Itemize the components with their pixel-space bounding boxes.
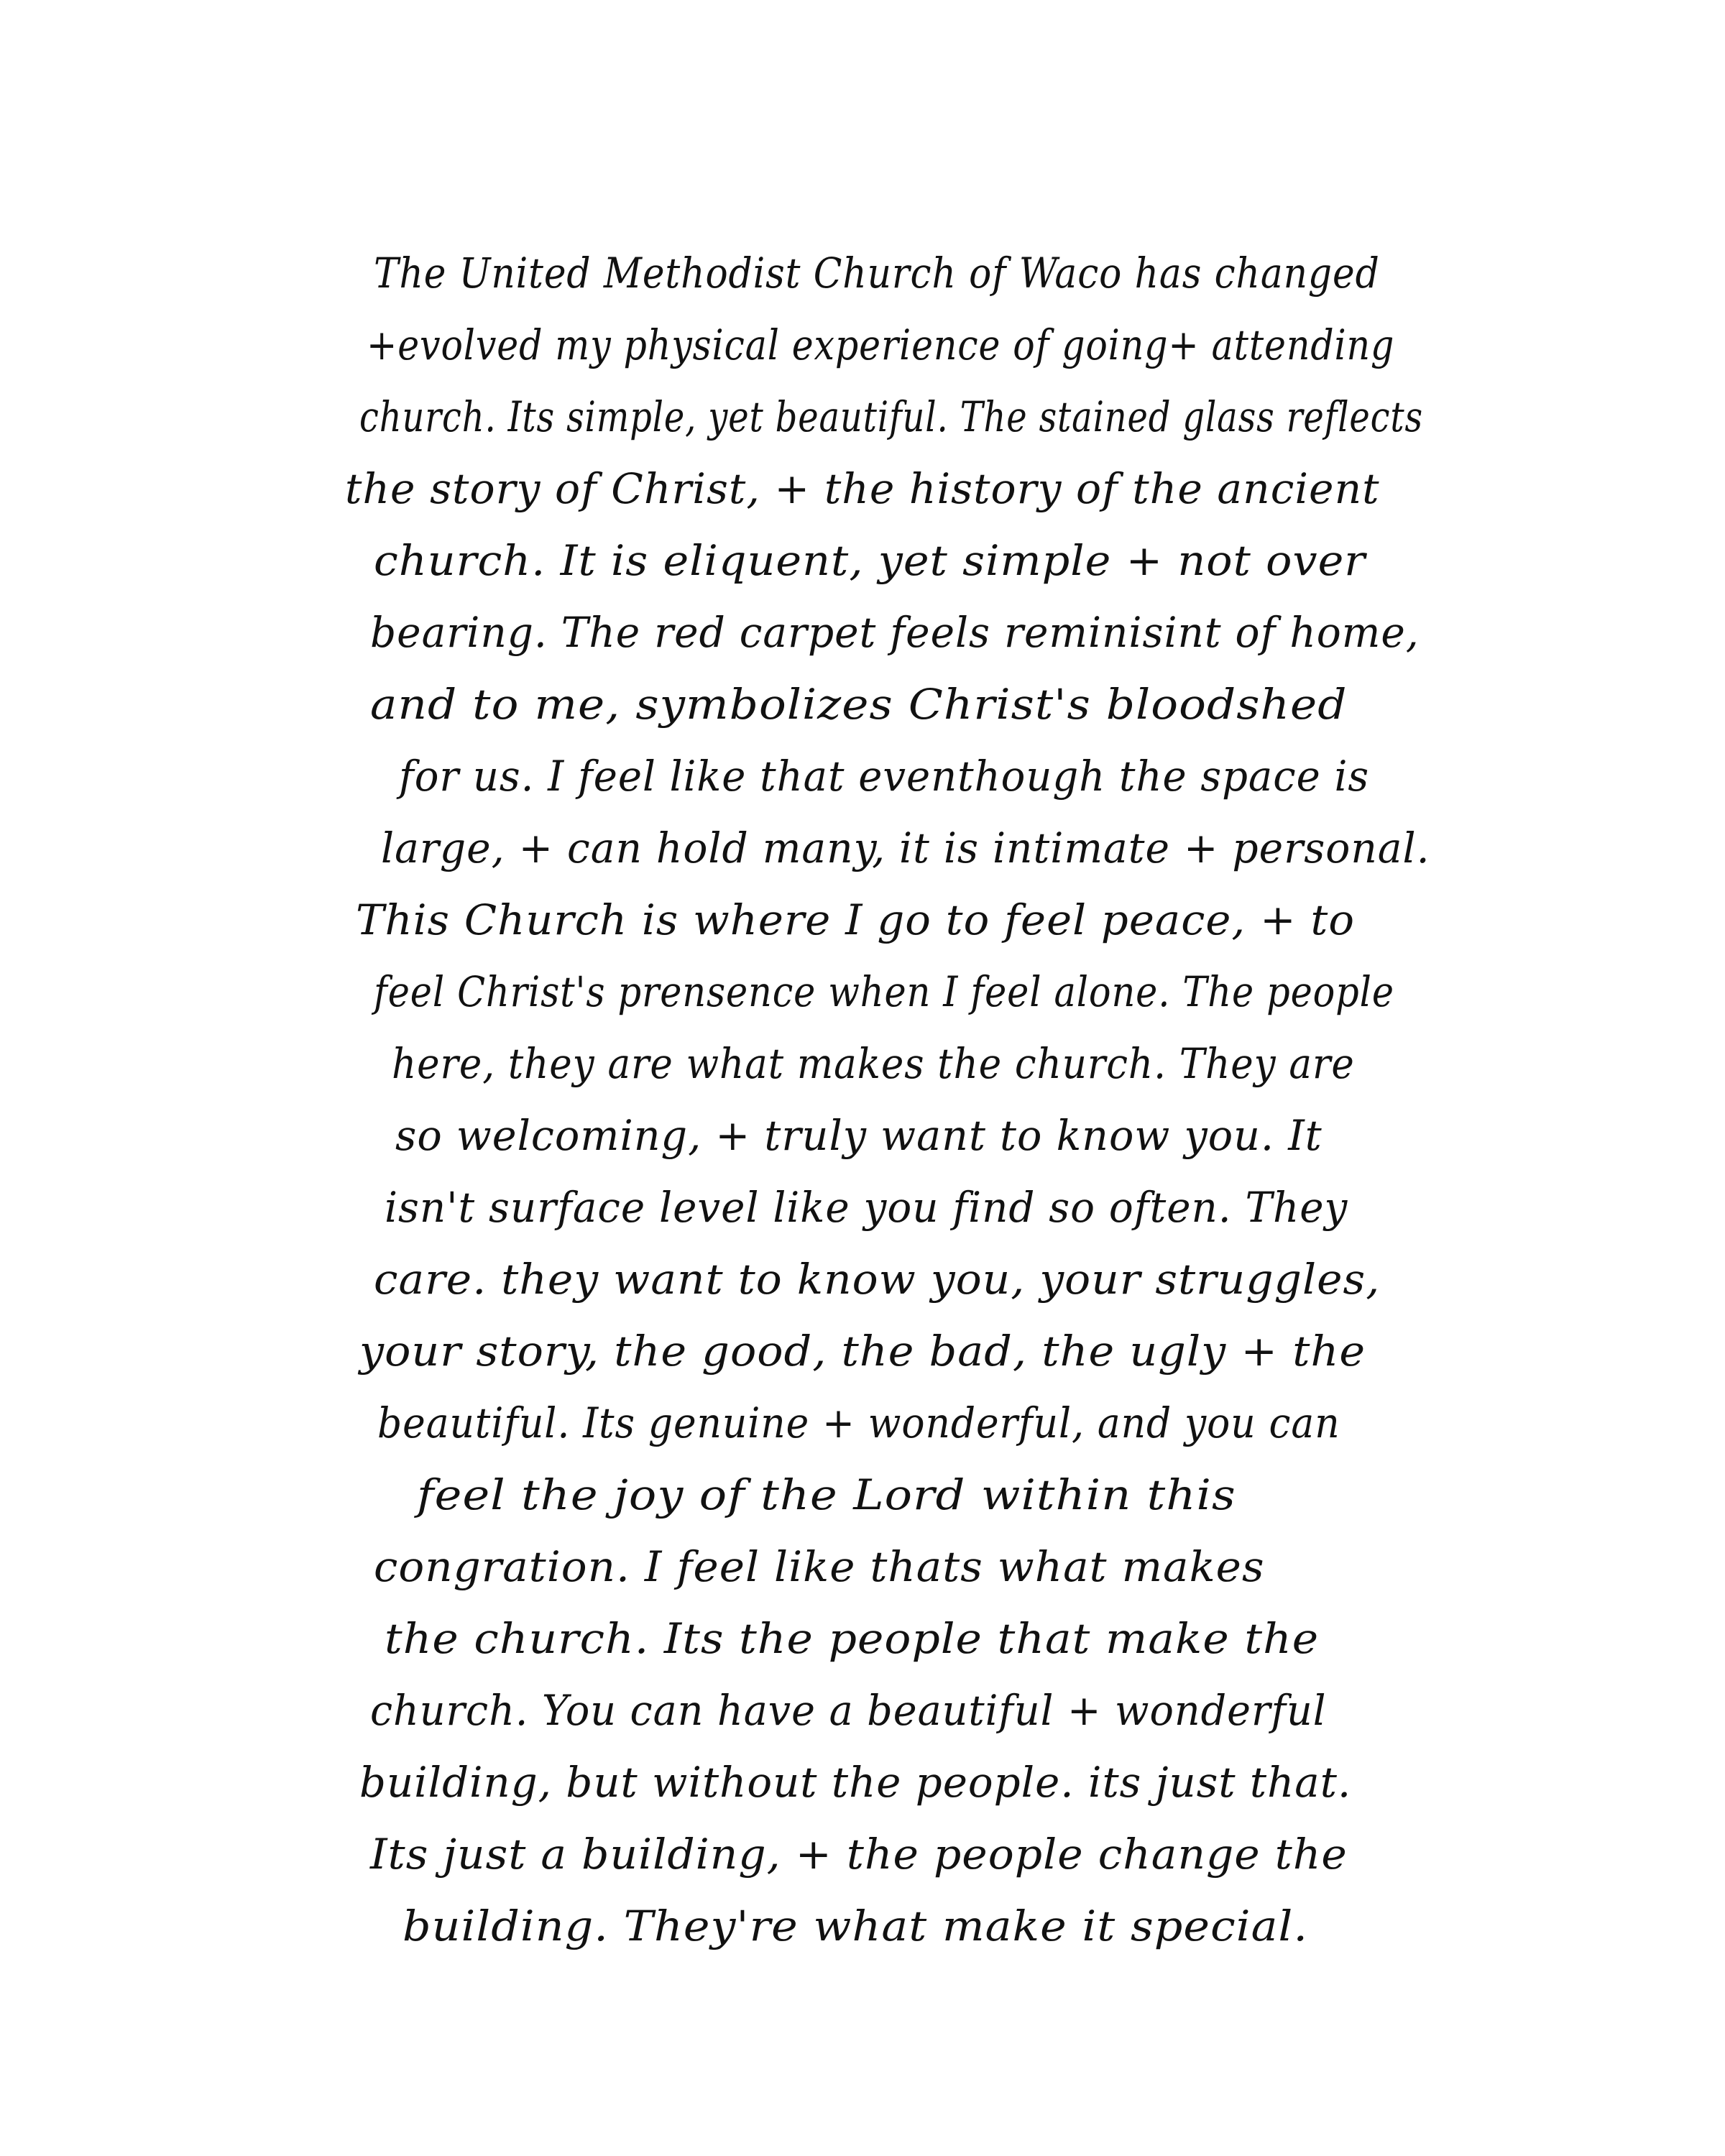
text-line: Its just a building, + the people change the xyxy=(370,1830,1348,1879)
text-line: the church. Its the people that make the xyxy=(385,1614,1320,1663)
text-line: here, they are what makes the church. They are xyxy=(392,1039,1355,1088)
text-line: church. Its simple, yet beautiful. The stained glass reflects xyxy=(359,392,1423,441)
text-line: This Church is where I go to feel peace, + to xyxy=(356,895,1356,944)
text-line: +evolved my physical experience of going+ attending xyxy=(367,321,1395,369)
text-line: the story of Christ, + the history of the ancient xyxy=(345,464,1380,513)
text-line: The United Methodist Church of Waco has changed xyxy=(374,249,1380,298)
text-line: congration. I feel like thats what makes xyxy=(374,1542,1265,1591)
text-line: building. They're what make it special. xyxy=(402,1902,1309,1950)
text-line: for us. I feel like that eventhough the space is xyxy=(399,752,1370,801)
text-line: church. You can have a beautiful + wonderful xyxy=(370,1686,1327,1735)
text-line: feel the joy of the Lord within this xyxy=(417,1470,1236,1519)
text-line: bearing. The red carpet feels reminisint of home, xyxy=(370,608,1420,657)
text-line: your story, the good, the bad, the ugly + the xyxy=(359,1327,1366,1376)
text-line: isn't surface level like you find so often. They xyxy=(385,1183,1348,1232)
text-line: large, + can hold many, it is intimate + personal. xyxy=(381,824,1430,872)
text-line: church. It is eliquent, yet simple + not over xyxy=(374,536,1366,585)
text-line: care. they want to know you, your struggles, xyxy=(374,1255,1381,1304)
text-line: so welcoming, + truly want to know you. It xyxy=(395,1111,1322,1160)
text-line: and to me, symbolizes Christ's bloodshed xyxy=(370,680,1348,729)
text-line: building, but without the people. its just that. xyxy=(359,1758,1352,1807)
text-line: feel Christ's prensence when I feel alone. The people xyxy=(374,967,1394,1016)
text-line: beautiful. Its genuine + wonderful, and you can xyxy=(377,1399,1340,1447)
